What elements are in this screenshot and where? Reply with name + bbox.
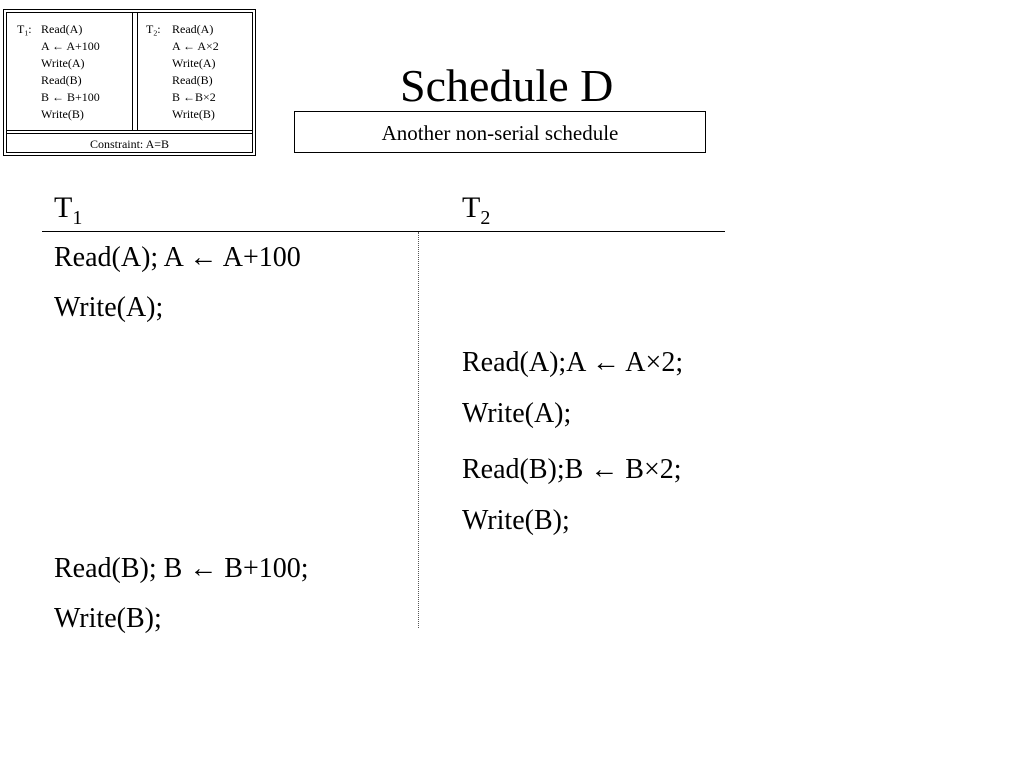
legend-t1-row	[7, 38, 132, 55]
legend-t1-row	[7, 21, 132, 38]
legend-t1-label: $T_1$:	[17, 22, 32, 38]
legend-t1-line: B ← B+100	[41, 90, 100, 104]
t2-operation: Write(A);	[462, 398, 572, 429]
header-rule	[42, 231, 725, 232]
legend-t2-row	[138, 106, 254, 123]
t1-operation: Write(A);	[54, 292, 164, 323]
t2-operation: Read(A);A ← A×2;	[462, 347, 684, 378]
legend-t1-line: Write(A)	[41, 56, 85, 70]
t2-operation: Read(B);B ← B×2;	[462, 454, 682, 485]
t1-operation: Read(B); B ← B+100;	[54, 553, 309, 584]
legend-t2-row	[138, 55, 254, 72]
legend-t2-line: Read(B)	[172, 73, 213, 87]
t1-operation: Read(A); A ← A+100	[54, 242, 301, 273]
legend-t2-line: Read(A)	[172, 22, 214, 36]
legend-inner-frame	[6, 12, 253, 153]
legend-t1-row	[7, 89, 132, 106]
legend-t2-row	[138, 38, 254, 55]
constraint-text: Constraint: A=B	[89, 137, 170, 151]
legend-t2-row	[138, 21, 254, 38]
legend-t2-row	[138, 72, 254, 89]
legend-t1-row	[7, 55, 132, 72]
legend-divider	[7, 133, 252, 134]
column-divider	[418, 232, 419, 628]
legend-t1-line: A ← A+100	[41, 39, 100, 53]
legend-t2-row	[138, 89, 254, 106]
legend-t2-line: Write(B)	[172, 107, 215, 121]
legend-t1-line: Write(B)	[41, 107, 84, 121]
legend-t1-line: Read(B)	[41, 73, 82, 87]
legend-constraint	[7, 130, 252, 152]
legend-t2-line: A ← A×2	[172, 39, 219, 53]
column-header-t2: $T_2$	[462, 191, 491, 229]
legend-t1-row	[7, 72, 132, 89]
subtitle-text: Another non-serial schedule	[381, 121, 619, 145]
legend-t2-label: $T_2$:	[146, 22, 161, 38]
t1-operation: Write(B);	[54, 603, 162, 634]
slide-title: Schedule D	[400, 60, 614, 111]
legend-t1-column	[7, 13, 133, 130]
transaction-legend-box	[3, 9, 256, 156]
column-header-t1: $T_1$	[54, 191, 83, 229]
legend-t2-column	[137, 13, 254, 130]
legend-t2-line: Write(A)	[172, 56, 216, 70]
subtitle-box	[294, 111, 706, 153]
legend-t1-line: Read(A)	[41, 22, 83, 36]
t2-operation: Write(B);	[462, 505, 570, 536]
legend-t1-row	[7, 106, 132, 123]
legend-t2-line: B ←B×2	[172, 90, 216, 104]
